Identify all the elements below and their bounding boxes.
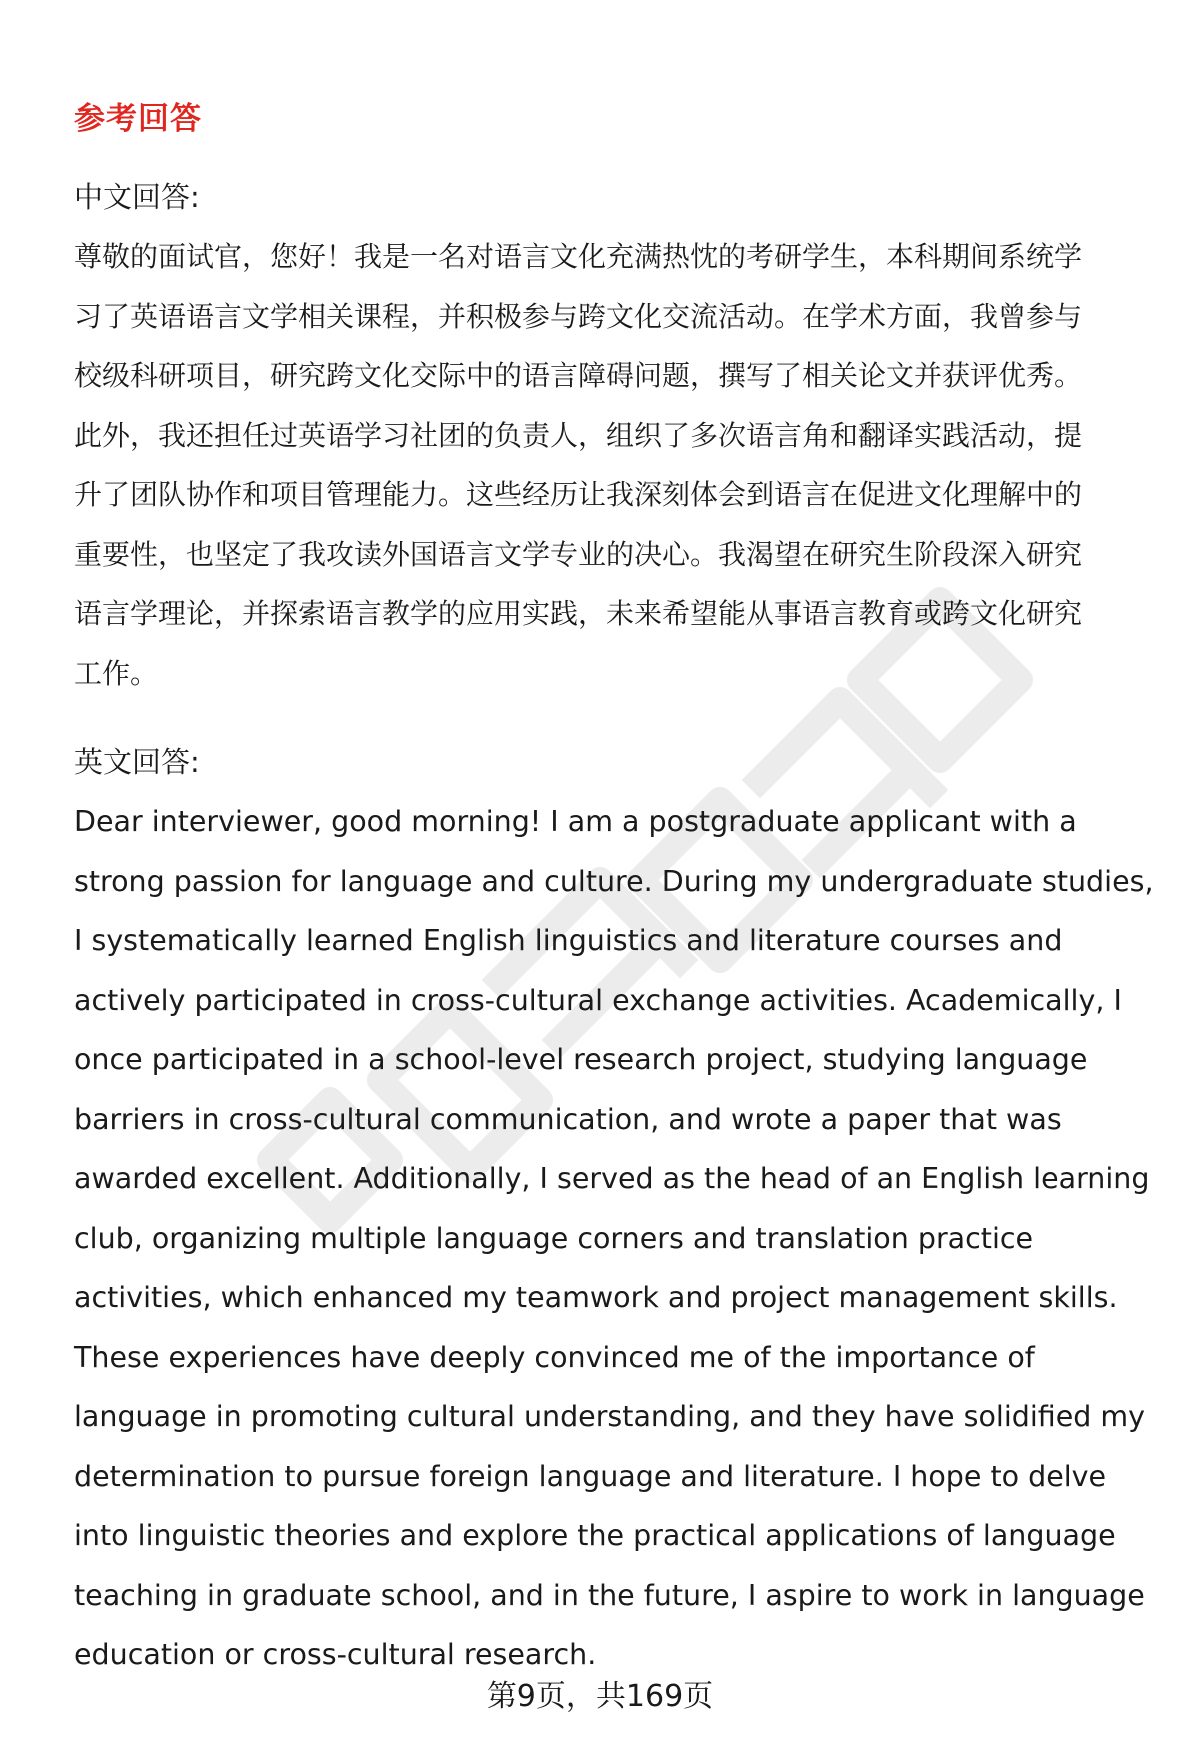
chinese-answer-line: 语言学理论，并探索语言教学的应用实践，未来希望能从事语言教育或跨文化研究 [74,597,1083,630]
chinese-answer-label: 中文回答: [74,180,200,214]
english-answer-line: I systematically learned English linguistics and literature courses and [74,924,1063,957]
english-answer-line: teaching in graduate school, and in the future, I aspire to work in language [74,1578,1145,1612]
english-answer-line: determination to pursue foreign language and literature. I hope to delve [74,1459,1107,1493]
english-answer-line: club, organizing multiple language corners and translation practice [74,1221,1034,1255]
section-title: 参考回答 [74,101,202,137]
chinese-answer-line: 此外，我还担任过英语学习社团的负责人，组织了多次语言角和翻译实践活动，提 [74,418,1083,452]
chinese-answer-line: 校级科研项目，研究跨文化交际中的语言障碍问题，撰写了相关论文并获评优秀。 [74,359,1083,392]
chinese-answer-line: 尊敬的面试官，您好！我是一名对语言文化充满热忱的考研学生，本科期间系统学 [74,240,1083,273]
page-indicator: 第9页，共169页 [486,1679,714,1714]
english-answer-line: awarded excellent. Additionally, I served as the head of an English learning [74,1162,1150,1195]
chinese-answer-line: 重要性，也坚定了我攻读外国语言文学专业的决心。我渴望在研究生阶段深入研究 [74,537,1083,571]
english-answer-line: strong passion for language and culture. During my undergraduate studies, [74,864,1154,898]
english-answer-line: barriers in cross-cultural communication, and wrote a paper that was [74,1102,1062,1136]
chinese-answer-line: 习了英语语言文学相关课程，并积极参与跨文化交流活动。在学术方面，我曾参与 [74,299,1083,333]
english-answer-line: education or cross-cultural research. [74,1638,597,1671]
chinese-answer-line: 工作。 [74,656,159,690]
english-answer-line: into linguistic theories and explore the practical applications of language [74,1519,1116,1552]
chinese-answer-paragraph [74,227,1154,703]
english-answer-line: activities, which enhanced my teamwork and project management skills. [74,1281,1118,1314]
chinese-answer-line: 升了团队协作和项目管理能力。这些经历让我深刻体会到语言在促进文化理解中的 [74,478,1083,511]
english-answer-label: 英文回答: [74,745,200,779]
english-answer-line: language in promoting cultural understanding, and they have solidified my [74,1400,1146,1433]
english-answer-paragraph [74,792,1154,1685]
english-answer-line: Dear interviewer, good morning! I am a postgraduate applicant with a [74,805,1077,838]
english-answer-line: These experiences have deeply convinced me of the importance of [74,1340,1035,1374]
english-answer-line: actively participated in cross-cultural exchange activities. Academically, I [74,983,1122,1017]
english-answer-line: once participated in a school-level research project, studying language [74,1043,1088,1076]
